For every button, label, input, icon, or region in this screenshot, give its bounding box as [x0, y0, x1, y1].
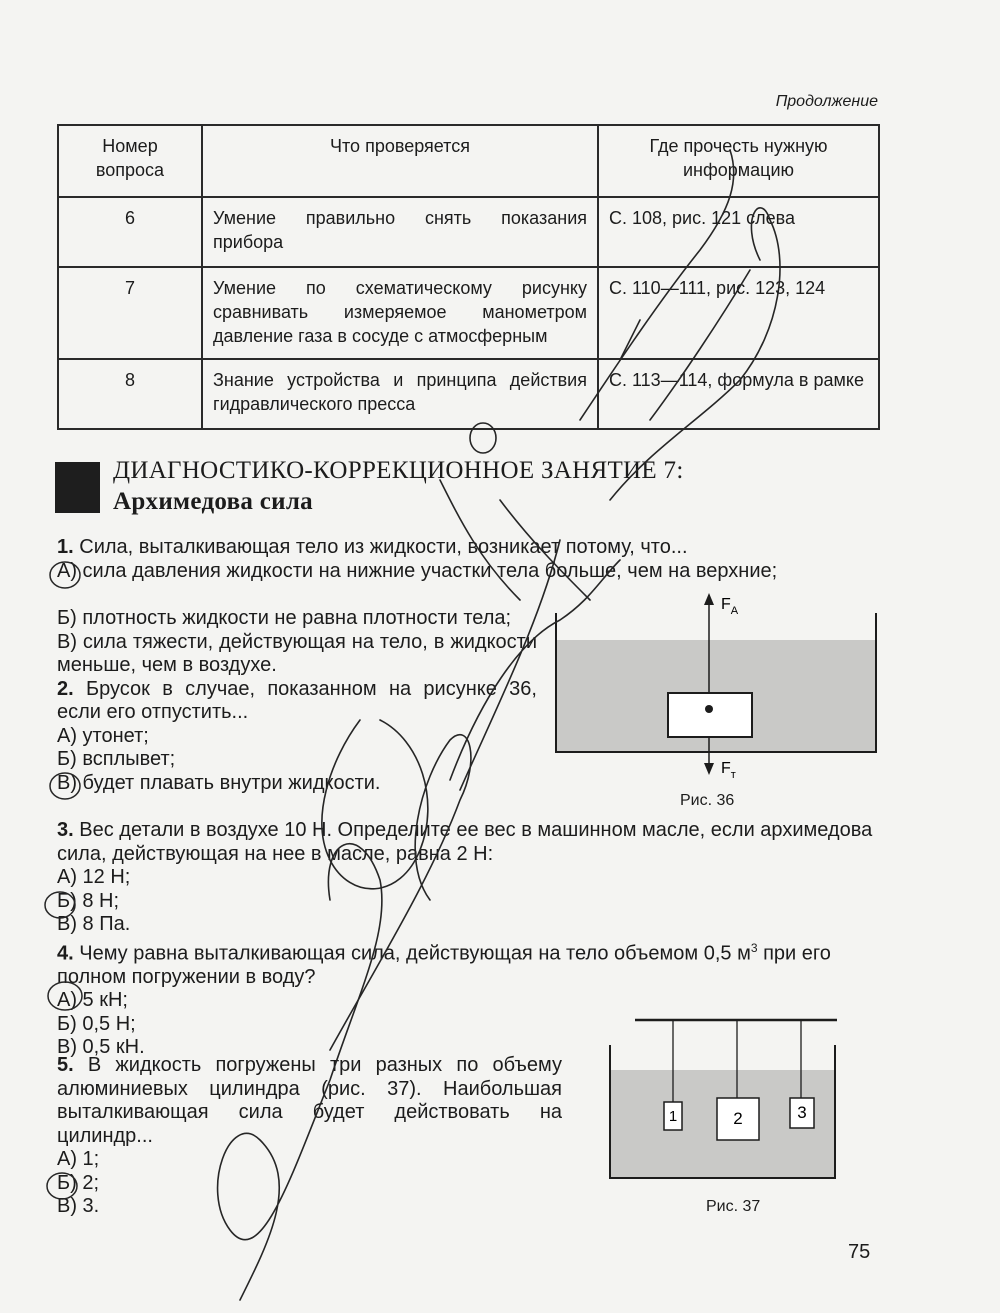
question-1 — [57, 536, 877, 583]
block — [668, 693, 752, 737]
section-marker — [55, 462, 100, 513]
question-number: 5. — [57, 1054, 74, 1076]
figure-37-caption: Рис. 37 — [706, 1198, 761, 1215]
row-where: С. 113—114, формула в рамке — [598, 359, 879, 429]
continuation-label: Продолжение — [775, 93, 878, 110]
answer-option: А) 1; — [57, 1148, 100, 1170]
header-number: Номер вопроса — [58, 125, 202, 197]
row-number: 7 — [58, 267, 202, 359]
answer-option: Б) 8 Н; — [57, 889, 120, 912]
answer-option: Б) всплывет; — [57, 748, 176, 770]
answer-option: В) будет плавать внутри жидкости. — [57, 771, 381, 794]
section-subtitle: Архимедова сила — [113, 488, 313, 515]
force-down-label: $F_т$ — [721, 760, 736, 781]
section-heading — [113, 455, 684, 517]
row-number: 6 — [58, 197, 202, 267]
row-where: С. 108, рис. 121 слева — [598, 197, 879, 267]
cylinder-3-label: 3 — [797, 1103, 807, 1122]
row-what: Умение по схематическому рисунку сравнивать измеряемое манометром давление газа в сосуде с атмосферным — [202, 267, 598, 359]
question-text-end: при его полном погружении в воду? — [57, 942, 831, 988]
arrow-up-icon — [704, 593, 714, 605]
question-number: 1. — [57, 536, 74, 558]
figure-36 — [545, 585, 885, 790]
superscript: 3 — [750, 940, 758, 955]
header-where: Где прочесть нужную информацию — [598, 125, 879, 197]
question-4-stem — [57, 937, 877, 990]
answer-option: В) 3. — [57, 1195, 100, 1217]
answer-option: Б) плотность жидкости не равна плотности тела; — [57, 607, 512, 629]
info-table — [57, 124, 880, 430]
question-text: Чему равна выталкивающая сила, действующая на тело объемом 0,5 м — [79, 942, 751, 965]
center-point — [705, 705, 713, 713]
row-what: Знание устройства и принципа действия гидравлического пресса — [202, 359, 598, 429]
questions-1-2-left — [57, 607, 537, 795]
section-title: ДИАГНОСТИКО-КОРРЕКЦИОННОЕ ЗАНЯТИЕ 7: — [113, 457, 684, 484]
table-row — [58, 197, 879, 267]
cylinder-2-label: 2 — [733, 1109, 743, 1128]
row-what: Умение правильно снять показания прибора — [202, 197, 598, 267]
arrow-down-icon — [704, 763, 714, 775]
question-5 — [57, 1054, 562, 1219]
answer-option: Б) 2; — [57, 1171, 100, 1194]
answer-option: В) 8 Па. — [57, 913, 131, 935]
row-number: 8 — [58, 359, 202, 429]
table-header-row — [58, 125, 879, 197]
row-where: С. 110—111, рис. 123, 124 — [598, 267, 879, 359]
answer-option: Б) 0,5 Н; — [57, 1012, 136, 1035]
question-text: Брусок в случае, показанном на рисунке 36, если его отпустить... — [57, 677, 537, 723]
question-text: Сила, выталкивающая тело из жидкости, возникает потому, что... — [79, 536, 688, 558]
answer-option: А) утонет; — [57, 724, 149, 747]
question-5-stem — [57, 1054, 562, 1148]
table-row — [58, 359, 879, 429]
table-row — [58, 267, 879, 359]
figure-37 — [605, 1010, 845, 1190]
page-number: 75 — [848, 1241, 871, 1263]
cylinder-1-label: 1 — [668, 1108, 678, 1125]
figure-36-caption: Рис. 36 — [680, 792, 735, 809]
answer-option: А) сила давления жидкости на нижние участки тела больше, чем на верхние; — [57, 559, 778, 582]
answer-option: В) сила тяжести, действующая на тело, в жидкости меньше, чем в воздухе. — [57, 630, 537, 676]
question-number: 4. — [57, 942, 74, 965]
question-1-stem — [57, 536, 877, 560]
header-what: Что проверяется — [202, 125, 598, 197]
question-number: 3. — [57, 819, 74, 841]
question-2-stem — [57, 678, 537, 725]
answer-option: В) 0,5 кН. — [57, 1036, 145, 1059]
question-text: В жидкость погружены три разных по объему алюминиевых цилиндра (рис. 37). Наибольшая выталкивающая сила будет действовать на цилиндр... — [57, 1054, 563, 1147]
question-number: 2. — [57, 677, 74, 700]
answer-option: А) 12 Н; — [57, 866, 131, 888]
force-up-label: $F_A$ — [721, 596, 739, 617]
question-3-stem — [57, 819, 877, 866]
answer-option: А) 5 кН; — [57, 989, 128, 1012]
question-text: Вес детали в воздухе 10 Н. Определите ее вес в машинном масле, если архимедова сила, действующая на нее в масле, равна 2 Н: — [57, 819, 873, 865]
